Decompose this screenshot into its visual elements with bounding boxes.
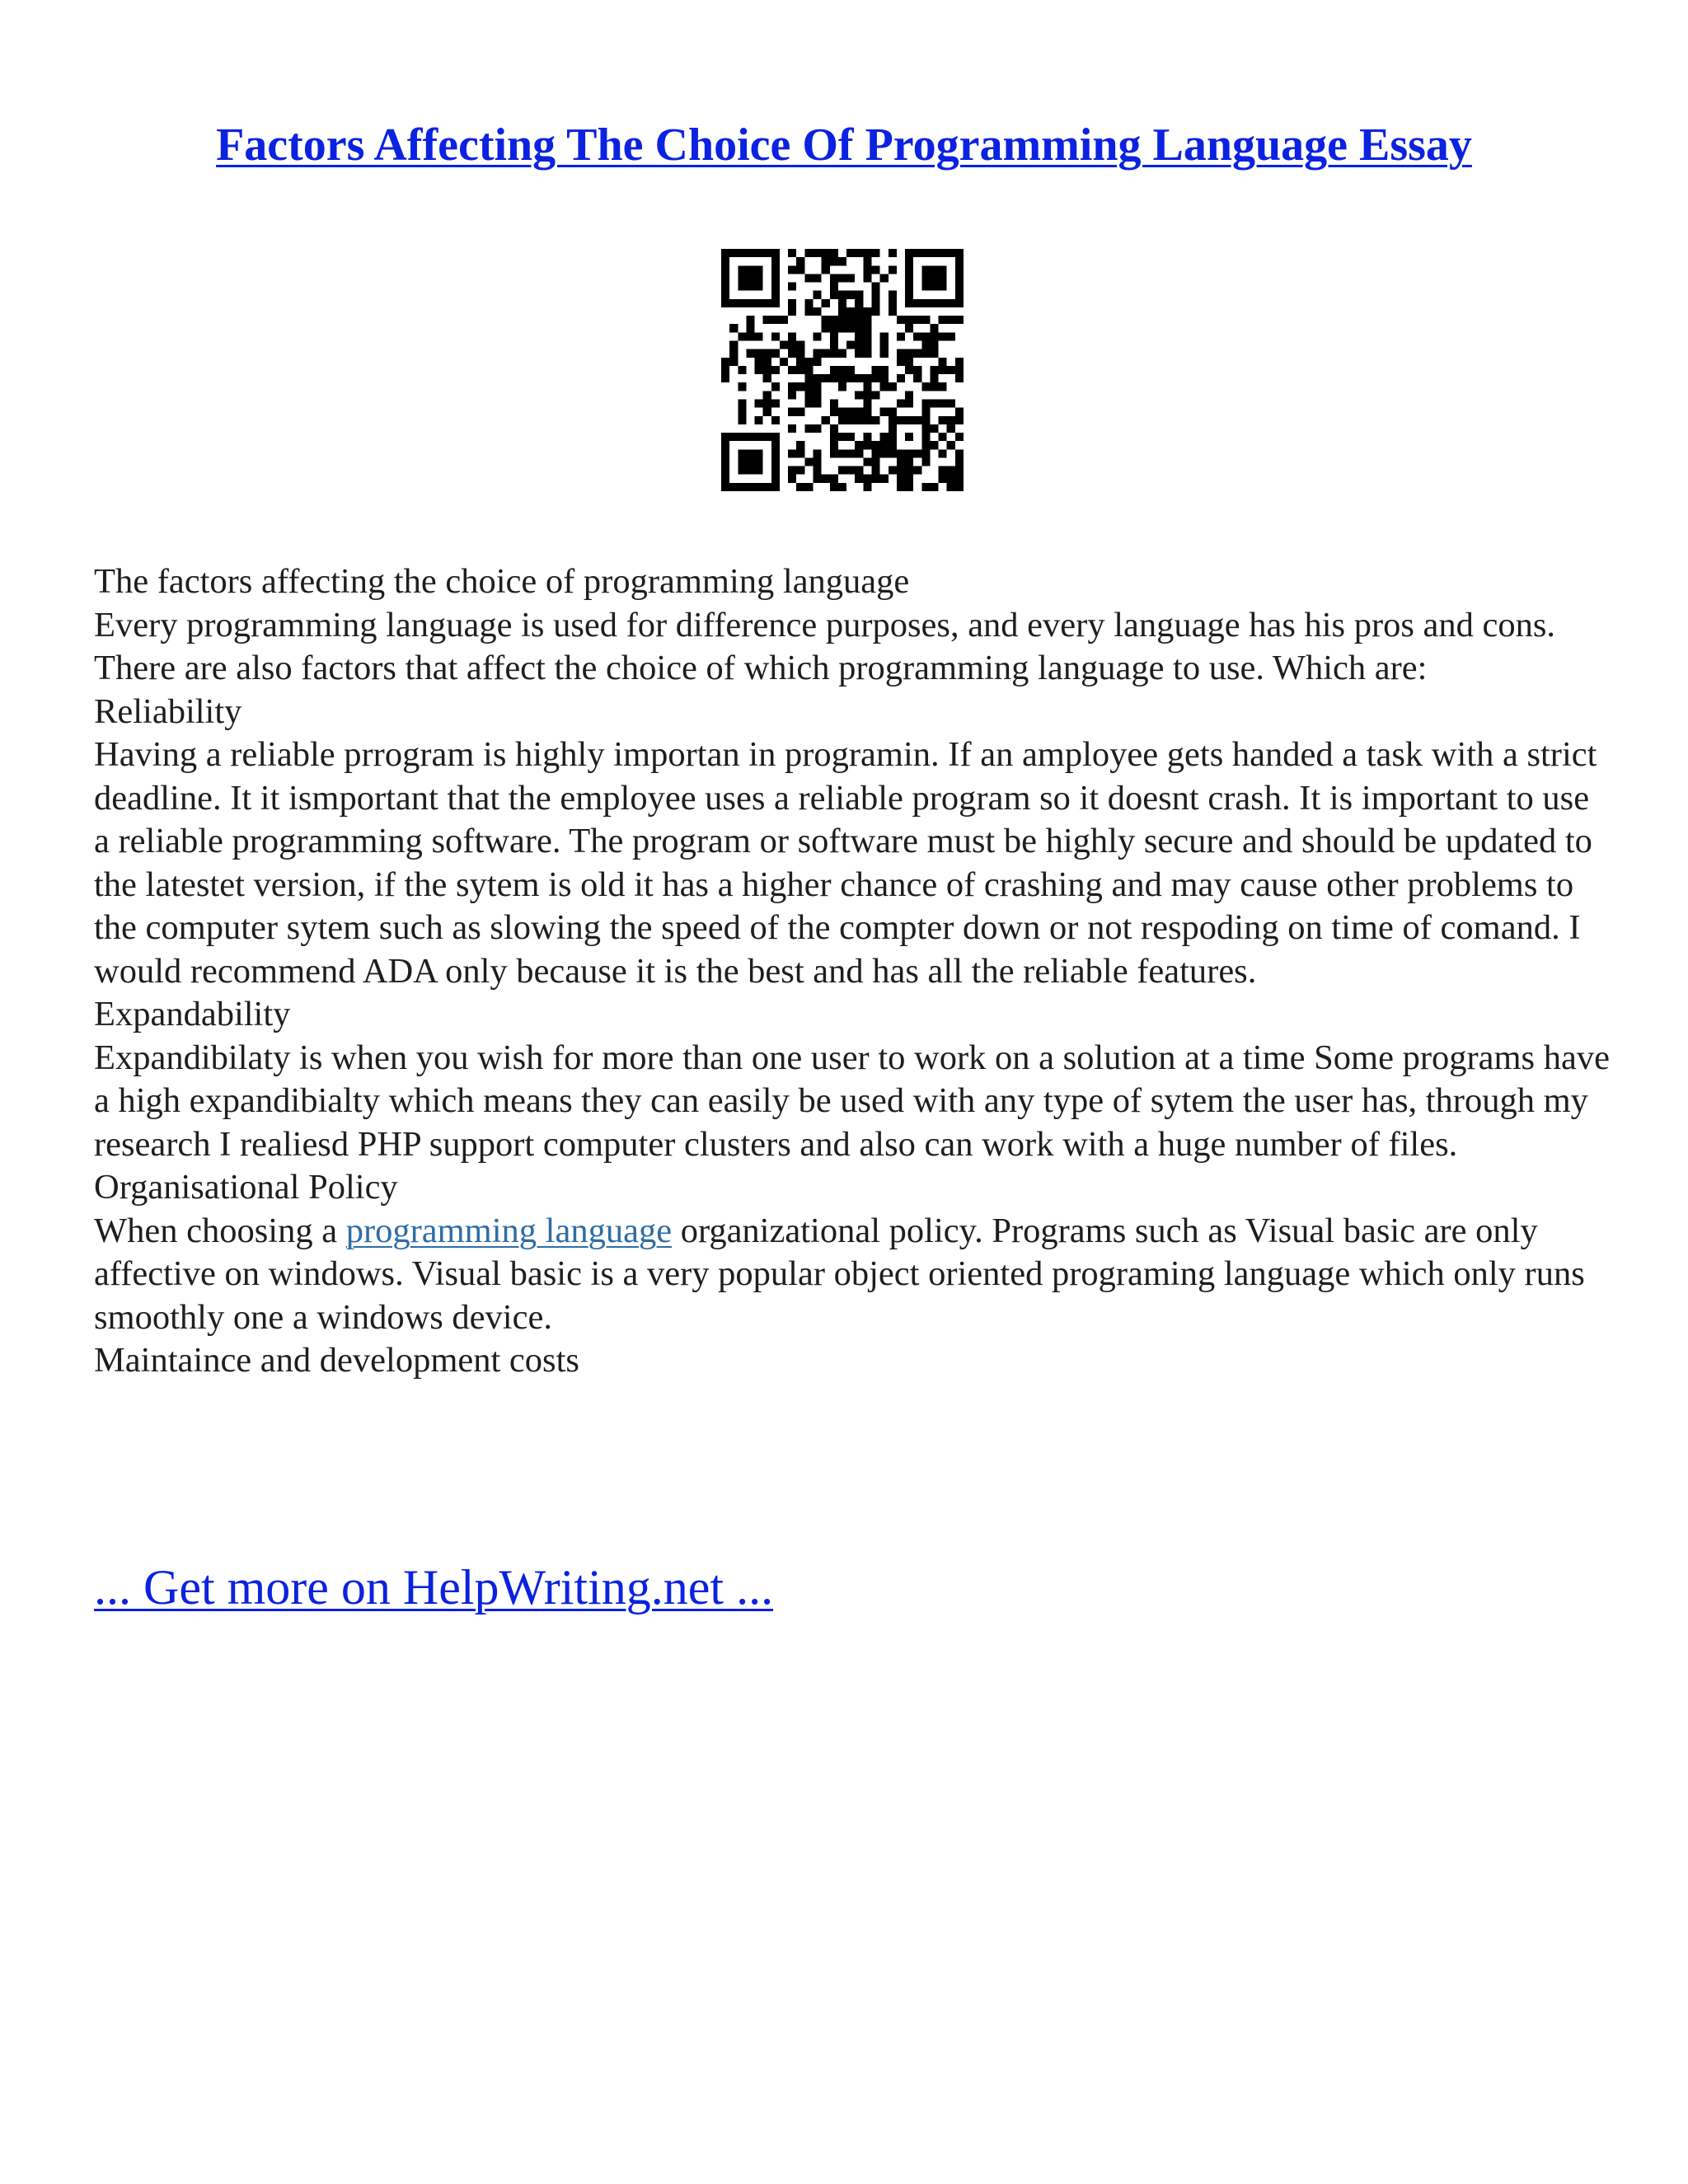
get-more-link[interactable]: ... Get more on HelpWriting.net ... xyxy=(94,1560,774,1615)
costs-heading: Maintaince and development costs xyxy=(94,1341,579,1380)
expandability-paragraph: Expandibilaty is when you wish for more than one user to work on a solution at a time Some programs have a high expandibialty which means they can easily be used with any type of sytem the user has, through my research I realiesd PHP support computer clusters and also can work with a huge number of files. xyxy=(94,1038,1610,1164)
reliability-heading: Reliability xyxy=(94,691,242,731)
essay-body xyxy=(94,560,1611,1383)
policy-suffix: organizational policy. Programs such as Visual basic are only affective on windows. Visual basic is a very popular object oriented programing language which only runs smoothly one a windows device. xyxy=(94,1211,1585,1337)
intro-heading: The factors affecting the choice of programming language xyxy=(94,562,910,601)
expandability-heading: Expandability xyxy=(94,995,291,1033)
page-title xyxy=(0,115,1688,175)
reliability-paragraph: Having a reliable prrogram is highly importan in programin. If an amployee gets handed a task with a strict deadline. It it ismportant that the employee uses a reliable program so it doesnt crash. It is important to use a reliable programming software. The program or software must be highly secure and should be updated to the latestet version, if the sytem is old it has a higher chance of crashing and may cause other problems to the computer sytem such as slowing the speed of the compter down or not respoding on time of comand. I would recommend ADA only because it is the best and has all the reliable features. xyxy=(94,735,1597,991)
title-link[interactable]: Factors Affecting The Choice Of Programming Language Essay xyxy=(216,120,1472,171)
intro-paragraph: Every programming language is used for difference purposes, and every language has his pros and cons. There are also factors that affect the choice of which programming language to use. Which are: xyxy=(94,605,1556,687)
programming-language-link[interactable]: programming language xyxy=(345,1211,673,1250)
policy-heading: Organisational Policy xyxy=(94,1168,398,1207)
policy-prefix: When choosing a xyxy=(94,1211,346,1250)
qr-code-icon xyxy=(721,249,964,491)
more-link-wrapper xyxy=(94,1558,773,1617)
policy-paragraph xyxy=(94,1210,1611,1340)
